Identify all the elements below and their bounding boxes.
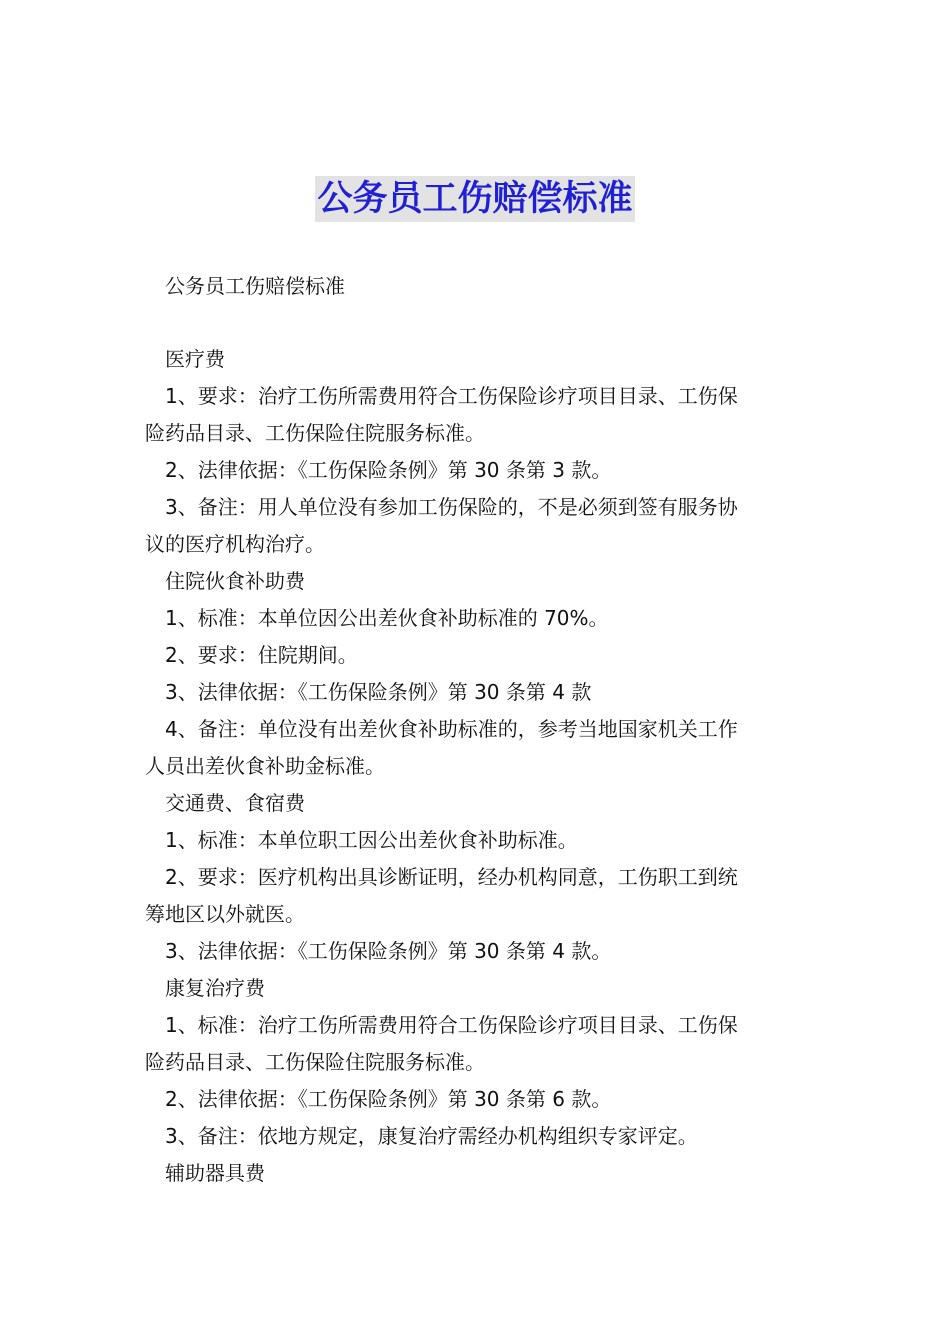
document-subtitle: 公务员工伤赔偿标准 (165, 274, 345, 298)
paragraph-line: 3、法律依据：《工伤保险条例》第 30 条第 4 款 (165, 680, 592, 704)
paragraph-line: 3、法律依据：《工伤保险条例》第 30 条第 4 款。 (165, 939, 612, 963)
paragraph-line: 1、标准：本单位因公出差伙食补助标准的 70%。 (165, 606, 609, 630)
paragraph-line: 交通费、食宿费 (165, 791, 305, 815)
paragraph-line: 康复治疗费 (165, 976, 265, 1000)
paragraph-line: 4、备注：单位没有出差伙食补助标准的，参考当地国家机关工作 (165, 717, 738, 741)
paragraph-line: 1、要求：治疗工伤所需费用符合工伤保险诊疗项目目录、工伤保 (165, 384, 738, 408)
document-body (145, 268, 810, 1192)
paragraph-line: 议的医疗机构治疗。 (145, 532, 325, 556)
paragraph-line: 1、标准：治疗工伤所需费用符合工伤保险诊疗项目目录、工伤保 (165, 1013, 738, 1037)
paragraph-line: 3、备注：用人单位没有参加工伤保险的，不是必须到签有服务协 (165, 495, 738, 519)
paragraph-line: 3、备注：依地方规定，康复治疗需经办机构组织专家评定。 (165, 1124, 698, 1148)
document-title: 公务员工伤赔偿标准 (315, 176, 634, 222)
paragraph-line: 辅助器具费 (165, 1161, 265, 1185)
paragraph-line: 2、要求：住院期间。 (165, 643, 358, 667)
title-container (0, 176, 950, 222)
paragraph-line: 筹地区以外就医。 (145, 902, 305, 926)
paragraph-line: 2、要求：医疗机构出具诊断证明，经办机构同意，工伤职工到统 (165, 865, 738, 889)
spacer (145, 305, 810, 341)
paragraph-line: 2、法律依据：《工伤保险条例》第 30 条第 3 款。 (165, 458, 612, 482)
paragraph-line: 2、法律依据：《工伤保险条例》第 30 条第 6 款。 (165, 1087, 612, 1111)
paragraph-line: 人员出差伙食补助金标准。 (145, 754, 385, 778)
paragraph-line: 住院伙食补助费 (165, 569, 305, 593)
paragraph-line: 医疗费 (165, 347, 225, 371)
paragraph-list (145, 341, 810, 1192)
paragraph-line: 险药品目录、工伤保险住院服务标准。 (145, 421, 485, 445)
paragraph-line: 1、标准：本单位职工因公出差伙食补助标准。 (165, 828, 578, 852)
paragraph-line: 险药品目录、工伤保险住院服务标准。 (145, 1050, 485, 1074)
